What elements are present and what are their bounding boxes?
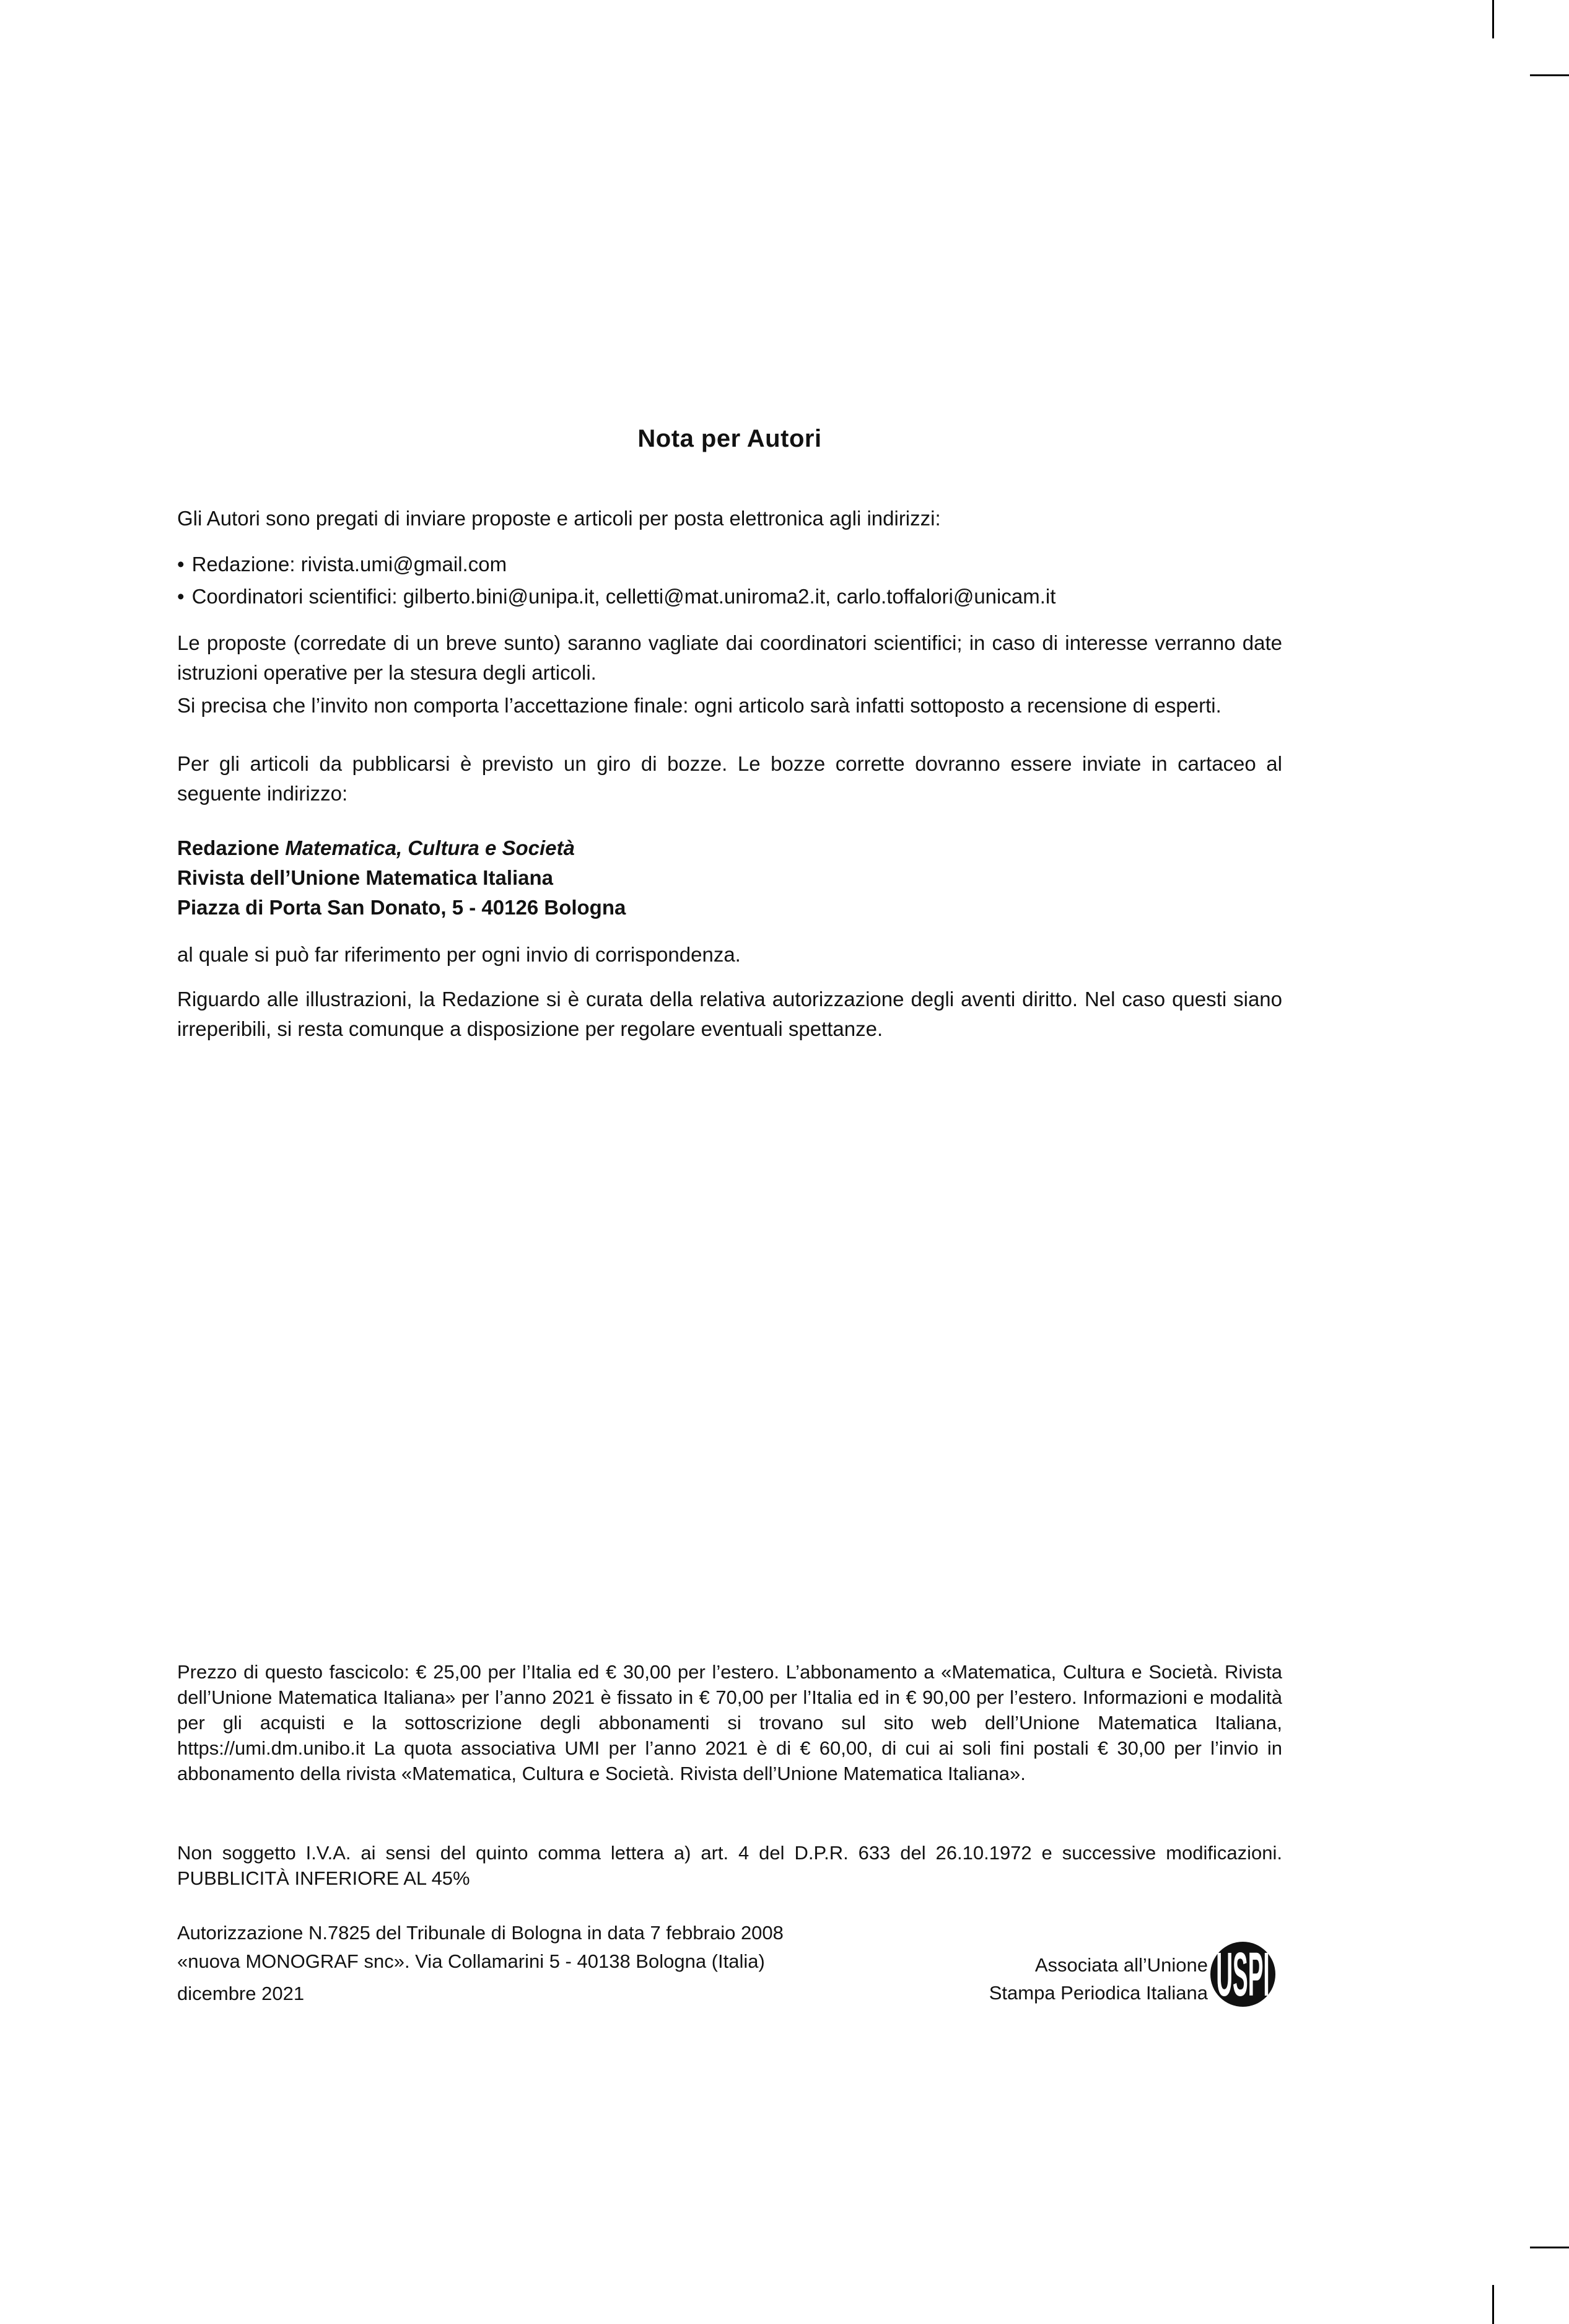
uspi-association-line-2: Stampa Periodica Italiana xyxy=(989,1982,1208,2004)
page-title: Nota per Autori xyxy=(637,425,822,452)
list-item-coordinatori-email xyxy=(177,581,1282,613)
crop-mark-top-vertical xyxy=(1492,0,1494,38)
redazione-email-text: Redazione: rivista.umi@gmail.com xyxy=(191,553,507,576)
bullet-icon: • xyxy=(177,585,185,608)
paragraph-proofs: Per gli articoli da pubblicarsi è previsto un giro di bozze. Le bozze corrette dovranno essere inviate in cartaceo al seguente indirizzo: xyxy=(177,752,1282,805)
journal-title: Matematica, Cultura e Società xyxy=(285,836,575,859)
paragraph-proposals: Le proposte (corredate di un breve sunto) saranno vagliate dai coordinatori scientifici; in caso di interesse verranno date istruzioni operative per la stesura degli articoli. xyxy=(177,631,1282,684)
coordinatori-email-text: Coordinatori scientifici: gilberto.bini@unipa.it, celletti@mat.uniroma2.it, carlo.toffalori@unicam.it xyxy=(191,585,1056,608)
address-line-2: Rivista dell’Unione Matematica Italiana xyxy=(177,866,554,889)
uspi-association-line-1: Associata all’Unione xyxy=(1034,1954,1208,1976)
uspi-logo-text: USPI xyxy=(1216,1941,1270,2007)
uspi-association-text xyxy=(793,1951,1208,2007)
intro-text: Gli Autori sono pregati di inviare proposte e articoli per posta elettronica agli indirizzi: xyxy=(177,507,941,530)
address-redazione-label: Redazione xyxy=(177,836,286,859)
crop-mark-bottom-vertical xyxy=(1492,2285,1494,2324)
reference-note: al quale si può far riferimento per ogni invio di corrispondenza. xyxy=(177,943,741,966)
email-bullet-list xyxy=(177,548,1282,613)
editorial-address-block xyxy=(177,833,1282,923)
vat-note: Non soggetto I.V.A. ai sensi del quinto comma lettera a) art. 4 del D.P.R. 633 del 26.10.1972 e successive modificazioni. PUBBLICITÀ INFERIORE AL 45% xyxy=(177,1842,1282,1889)
crop-mark-top-horizontal xyxy=(1530,74,1569,76)
uspi-logo-icon xyxy=(1210,1941,1276,2007)
list-item-redazione-email xyxy=(177,548,1282,581)
address-line-1 xyxy=(177,833,1282,863)
illustrations-note: Riguardo alle illustrazioni, la Redazione si è curata della relativa autorizzazione degli aventi diritto. Nel caso questi siano irreperibili, si resta comunque a disposizione per regolare eventuali spettanze. xyxy=(177,988,1282,1040)
crop-mark-bottom-horizontal xyxy=(1530,2247,1569,2248)
address-line-3: Piazza di Porta San Donato, 5 - 40126 Bologna xyxy=(177,896,626,919)
paragraph-acceptance: Si precisa che l’invito non comporta l’accettazione finale: ogni articolo sarà infatti sottoposto a recensione di esperti. xyxy=(177,694,1222,717)
authorization-line-1: Autorizzazione N.7825 del Tribunale di Bologna in data 7 febbraio 2008 xyxy=(177,1922,784,1944)
issue-date: dicembre 2021 xyxy=(177,1983,305,2004)
authorization-line-2: «nuova MONOGRAF snc». Via Collamarini 5 - 40138 Bologna (Italia) xyxy=(177,1950,765,1972)
bullet-icon: • xyxy=(177,553,185,576)
pricing-paragraph: Prezzo di questo fascicolo: € 25,00 per l’Italia ed € 30,00 per l’estero. L’abbonamento a «Matematica, Cultura e Società. Rivista dell’Unione Matematica Italiana» per l’anno 2021 è fissato in € 70,00 per l’Italia ed in € 90,00 per l’estero. Informazioni e modalità per gli acquisti e la sottoscrizione degli abbonamenti si trovano sul sito web dell’Unione Matematica Italiana, https://umi.dm.unibo.it La quota associativa UMI per l’anno 2021 è di € 60,00, di cui ai soli fini postali € 30,00 per l’invio in abbonamento della rivista «Matematica, Cultura e Società. Rivista dell’Unione Matematica Italiana». xyxy=(177,1661,1282,1784)
